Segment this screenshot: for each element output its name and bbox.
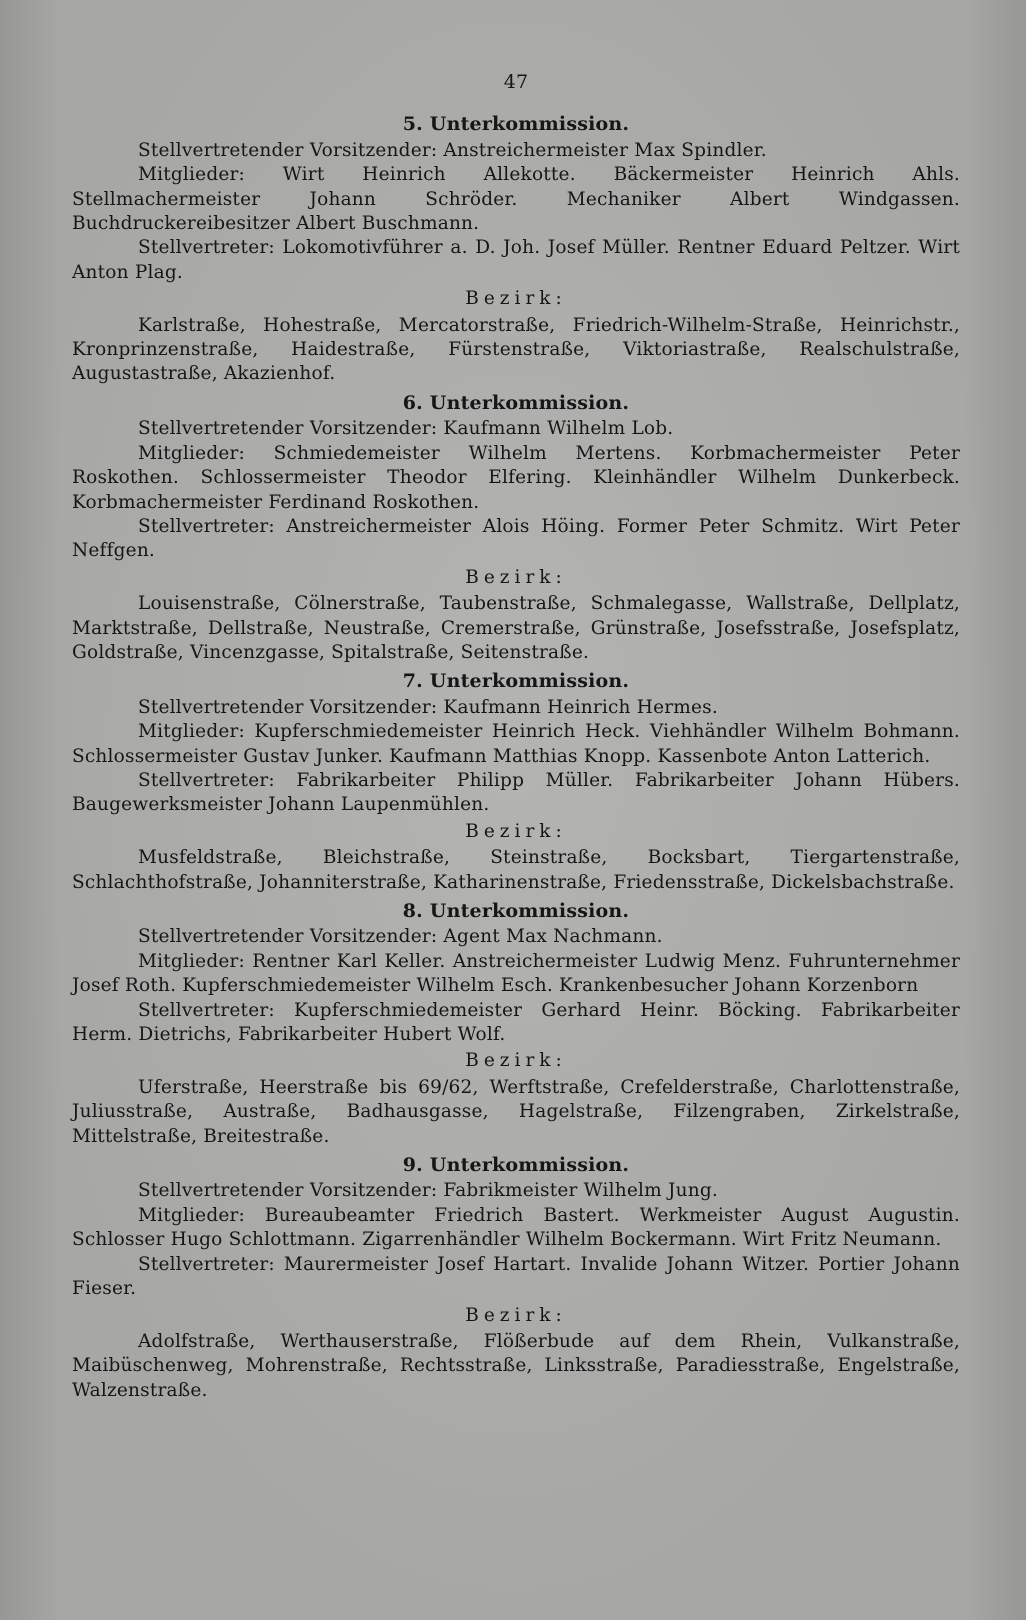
section-heading: 9. Unterkommission. (402, 1154, 630, 1177)
members-paragraph: Mitglieder: Rentner Karl Keller. Anstreichermeister Ludwig Menz. Fuhrunternehmer Josef Roth. Kupferschmiedemeister Wilhelm Esch. Krankenbesucher Johann Korzenborn (72, 950, 960, 997)
deputies-paragraph: Stellvertreter: Lokomotivführer a. D. Joh. Josef Müller. Rentner Eduard Peltzer. Wirt Anton Plag. (72, 237, 960, 283)
deputies-paragraph: Stellvertreter: Maurermeister Josef Hartart. Invalide Johann Witzer. Portier Johann Fieser. (72, 1253, 960, 1300)
deputies-paragraph: Stellvertreter: Kupferschmiedemeister Gerhard Heinr. Böcking. Fabrikarbeiter Herm. Dietrichs, Fabrikarbeiter Hubert Wolf. (72, 999, 960, 1046)
members-paragraph: Mitglieder: Schmiedemeister Wilhelm Mertens. Korbmachermeister Peter Roskothen. Schlossermeister Theodor Elfering. Kleinhändler Wilhelm Dunkerbeck. Korbmachermeister Ferdinand Roskothen. (72, 442, 960, 513)
district-label: Bezirk: (465, 1304, 567, 1326)
chair-paragraph: Stellvertretender Vorsitzender: Kaufmann Heinrich Hermes. (138, 696, 718, 718)
section-7 (72, 669, 960, 895)
district-paragraph: Karlstraße, Hohestraße, Mercatorstraße, Friedrich-Wilhelm-Straße, Heinrichstr., Kronprinzenstraße, Haidestraße, Fürstenstraße, Viktoriastraße, Realschulstraße, Augustastraße, Akazienhof. (72, 314, 960, 385)
members-paragraph: Mitglieder: Kupferschmiedemeister Heinrich Heck. Viehhändler Wilhelm Bohmann. Schlossermeister Gustav Junker. Kaufmann Matthias Knopp. Kassenbote Anton Latterich. (72, 721, 960, 767)
page-number: 47 (503, 71, 529, 93)
page-text (72, 70, 960, 1403)
section-6 (72, 391, 960, 665)
chair-paragraph: Stellvertretender Vorsitzender: Kaufmann Wilhelm Lob. (138, 418, 674, 440)
district-paragraph: Musfeldstraße, Bleichstraße, Steinstraße, Bocksbart, Tiergartenstraße, Schlachthofstraße, Johanniterstraße, Katharinenstraße, Friedensstraße, Dickelsbachstraße. (72, 847, 960, 893)
chair-paragraph: Stellvertretender Vorsitzender: Anstreichermeister Max Spindler. (138, 139, 767, 161)
district-paragraph: Uferstraße, Heerstraße bis 69/62, Werftstraße, Crefelderstraße, Charlottenstraße, Juliusstraße, Austraße, Badhausgasse, Hagelstraße, Filzengraben, Zirkelstraße, Mittelstraße, Breitestraße. (72, 1076, 960, 1147)
district-label: Bezirk: (465, 566, 567, 588)
district-label: Bezirk: (465, 288, 567, 310)
district-paragraph: Adolfstraße, Werthauserstraße, Flößerbude auf dem Rhein, Vulkanstraße, Maibüschenweg, Mohrenstraße, Rechtsstraße, Linksstraße, Paradiesstraße, Engelstraße, Walzenstraße. (72, 1330, 960, 1401)
district-label: Bezirk: (465, 1050, 567, 1072)
district-paragraph: Louisenstraße, Cölnerstraße, Taubenstraße, Schmalegasse, Wallstraße, Dellplatz, Marktstraße, Dellstraße, Neustraße, Cremerstraße, Grünstraße, Josefsstraße, Josefsplatz, Goldstraße, Vincenzgasse, Spitalstraße, Seitenstraße. (72, 593, 960, 663)
section-heading: 6. Unterkommission. (402, 391, 630, 414)
deputies-paragraph: Stellvertreter: Fabrikarbeiter Philipp Müller. Fabrikarbeiter Johann Hübers. Baugewerksmeister Johann Laupenmühlen. (72, 769, 960, 816)
district-label: Bezirk: (465, 820, 567, 842)
chair-paragraph: Stellvertretender Vorsitzender: Fabrikmeister Wilhelm Jung. (138, 1180, 718, 1202)
section-heading: 7. Unterkommission. (402, 670, 630, 693)
section-9 (72, 1153, 960, 1403)
section-5 (72, 112, 960, 386)
members-paragraph: Mitglieder: Bureaubeamter Friedrich Bastert. Werkmeister August Augustin. Schlosser Hugo Schlottmann. Zigarrenhändler Wilhelm Bockermann. Wirt Fritz Neumann. (72, 1204, 960, 1251)
chair-paragraph: Stellvertretender Vorsitzender: Agent Max Nachmann. (138, 926, 663, 948)
deputies-paragraph: Stellvertreter: Anstreichermeister Alois Höing. Former Peter Schmitz. Wirt Peter Neffgen. (72, 515, 960, 562)
section-heading: 8. Unterkommission. (402, 900, 630, 922)
section-heading: 5. Unterkommission. (402, 113, 630, 136)
section-8 (72, 899, 960, 1149)
members-paragraph: Mitglieder: Wirt Heinrich Allekotte. Bäckermeister Heinrich Ahls. Stellmachermeister Johann Schröder. Mechaniker Albert Windgassen. Buchdruckereibesitzer Albert Buschmann. (72, 164, 960, 235)
